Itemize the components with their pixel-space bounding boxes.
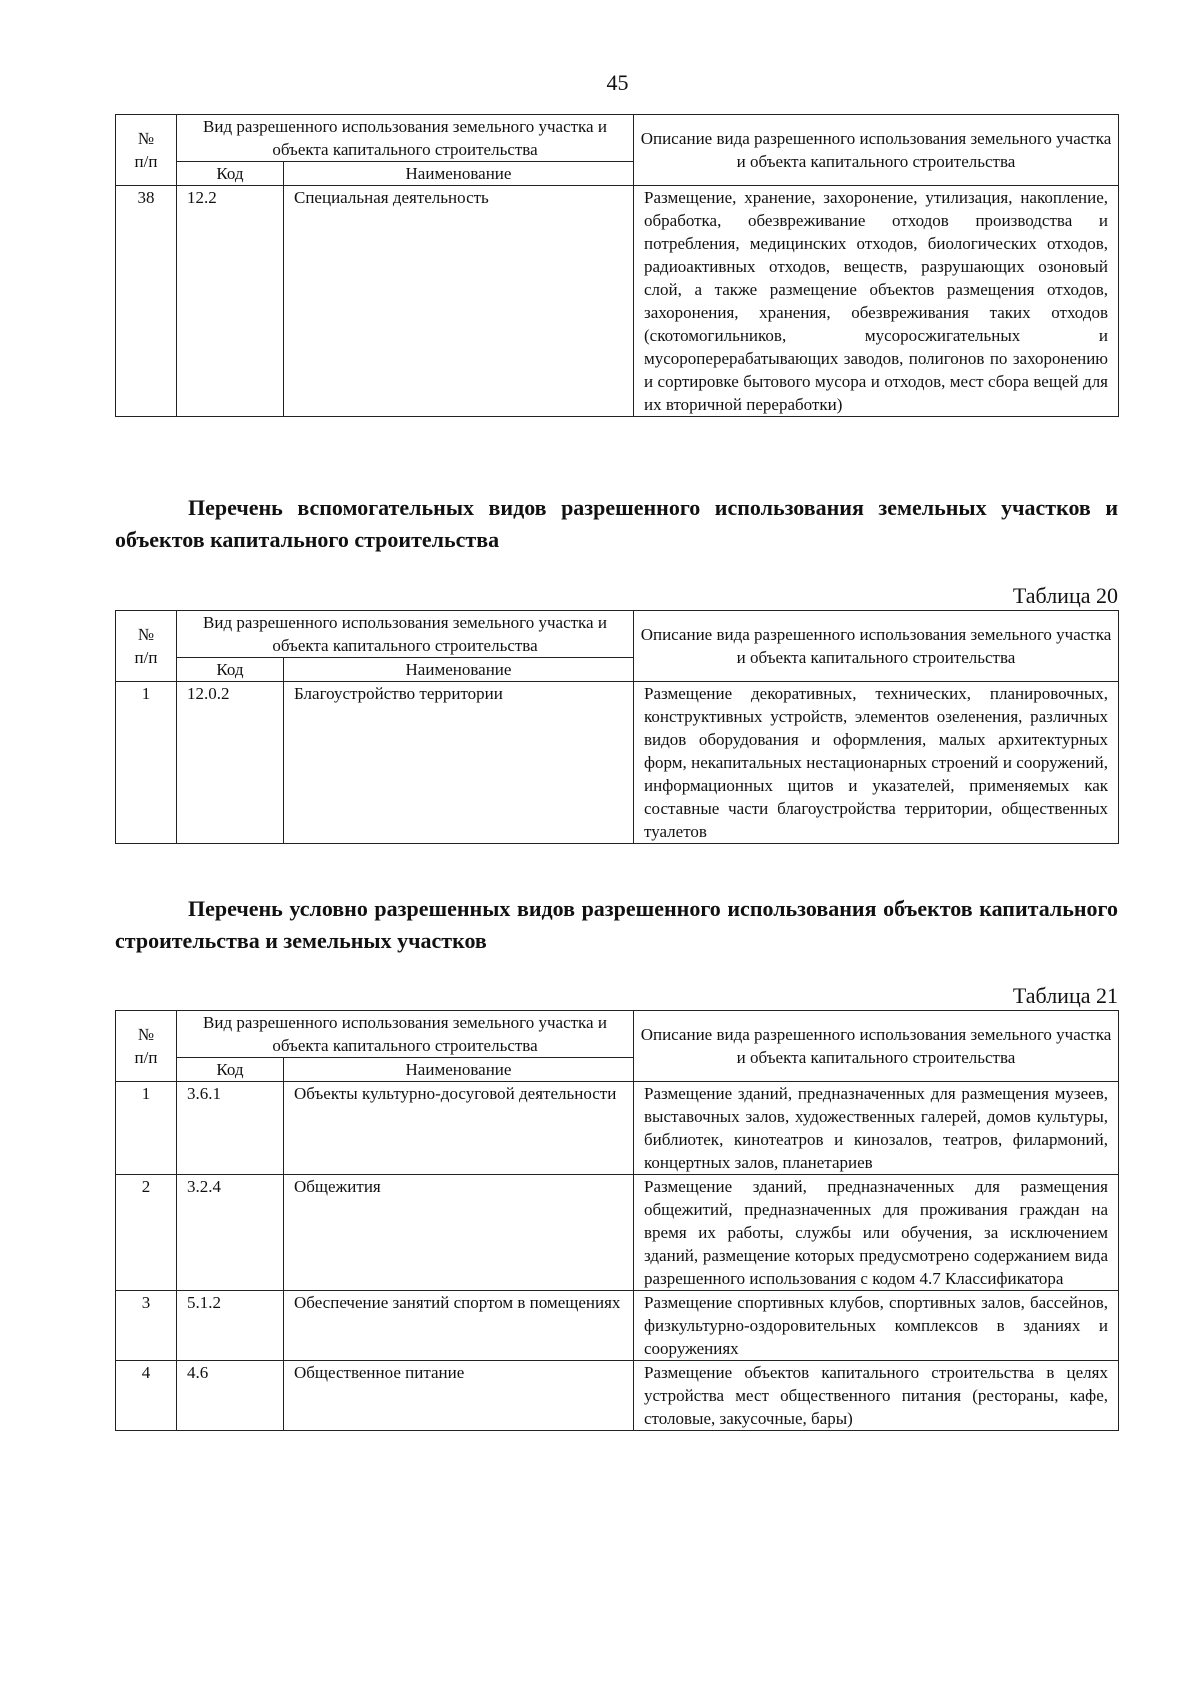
header-num-label: № п/п <box>134 129 158 171</box>
table-row <box>116 186 1119 417</box>
header-code: Код <box>177 1058 284 1082</box>
row-description: Размещение зданий, предназначенных для размещения общежитий, предназначенных для проживания граждан на время их работы, службы или обучения, за исключением зданий, размещение которых предусмотрено содержанием вида разрешенного использования с кодом 4.7 Классификатора <box>634 1175 1119 1291</box>
section-heading-auxiliary: Перечень вспомогательных видов разрешенного использования земельных участков и объектов капитального строительства <box>115 495 1118 552</box>
table-caption-20: Таблица 20 <box>1012 583 1118 608</box>
header-num <box>116 115 177 186</box>
page-number: 45 <box>606 70 629 95</box>
header-description: Описание вида разрешенного использования земельного участка и объекта капитального строительства <box>634 611 1119 682</box>
header-description: Описание вида разрешенного использования земельного участка и объекта капитального строительства <box>634 1011 1119 1082</box>
header-name: Наименование <box>284 658 634 682</box>
table-caption-21: Таблица 21 <box>1012 983 1118 1008</box>
row-description: Размещение спортивных клубов, спортивных залов, бассейнов, физкультурно-оздоровительных комплексов в зданиях и сооружениях <box>634 1291 1119 1361</box>
table-20 <box>115 610 1119 844</box>
table-row <box>116 1291 1119 1361</box>
table-row <box>116 1361 1119 1431</box>
row-num: 1 <box>116 682 177 844</box>
row-description: Размещение, хранение, захоронение, утилизация, накопление, обработка, обезвреживание отходов производства и потребления, медицинских отходов, биологических отходов, радиоактивных отходов, веществ, разрушающих озоновый слой, а также размещение объектов размещения отходов, захоронения, хранения, обезвреживания таких отходов (скотомогильников, мусоросжигательных и мусороперерабатывающих заводов, полигонов по захоронению и сортировке бытового мусора и отходов, мест сбора вещей для их вторичной переработки) <box>634 186 1119 417</box>
header-name: Наименование <box>284 162 634 186</box>
section-heading-conditional: Перечень условно разрешенных видов разрешенного использования объектов капитального строительства и земельных участков <box>115 896 1118 953</box>
table-top <box>115 114 1119 417</box>
header-num <box>116 1011 177 1082</box>
header-code: Код <box>177 658 284 682</box>
header-num-label: № п/п <box>134 1025 158 1067</box>
header-num <box>116 611 177 682</box>
header-code: Код <box>177 162 284 186</box>
row-code: 5.1.2 <box>177 1291 284 1361</box>
row-code: 4.6 <box>177 1361 284 1431</box>
row-code: 12.0.2 <box>177 682 284 844</box>
table-row <box>116 682 1119 844</box>
row-name: Обеспечение занятий спортом в помещениях <box>284 1291 634 1361</box>
row-name: Объекты культурно-досуговой деятельности <box>284 1082 634 1175</box>
table-row <box>116 1175 1119 1291</box>
row-num: 38 <box>116 186 177 417</box>
table-row <box>116 1082 1119 1175</box>
row-name: Специальная деятельность <box>284 186 634 417</box>
row-num: 4 <box>116 1361 177 1431</box>
row-num: 1 <box>116 1082 177 1175</box>
row-description: Размещение зданий, предназначенных для размещения музеев, выставочных залов, художественных галерей, домов культуры, библиотек, кинотеатров и кинозалов, театров, филармоний, концертных залов, планетариев <box>634 1082 1119 1175</box>
header-name: Наименование <box>284 1058 634 1082</box>
row-code: 3.6.1 <box>177 1082 284 1175</box>
row-code: 12.2 <box>177 186 284 417</box>
header-group: Вид разрешенного использования земельного участка и объекта капитального строительства <box>177 611 634 658</box>
row-code: 3.2.4 <box>177 1175 284 1291</box>
row-name: Общественное питание <box>284 1361 634 1431</box>
table-21 <box>115 1010 1119 1431</box>
row-num: 2 <box>116 1175 177 1291</box>
row-description: Размещение декоративных, технических, планировочных, конструктивных устройств, элементов озеленения, различных видов оборудования и оформления, малых архитектурных форм, некапитальных нестационарных строений и сооружений, информационных щитов и указателей, применяемых как составные части благоустройства территории, общественных туалетов <box>634 682 1119 844</box>
row-description: Размещение объектов капитального строительства в целях устройства мест общественного питания (рестораны, кафе, столовые, закусочные, бары) <box>634 1361 1119 1431</box>
row-num: 3 <box>116 1291 177 1361</box>
header-group: Вид разрешенного использования земельного участка и объекта капитального строительства <box>177 1011 634 1058</box>
row-name: Общежития <box>284 1175 634 1291</box>
header-group: Вид разрешенного использования земельного участка и объекта капитального строительства <box>177 115 634 162</box>
header-description: Описание вида разрешенного использования земельного участка и объекта капитального строительства <box>634 115 1119 186</box>
row-name: Благоустройство территории <box>284 682 634 844</box>
header-num-label: № п/п <box>134 625 158 667</box>
